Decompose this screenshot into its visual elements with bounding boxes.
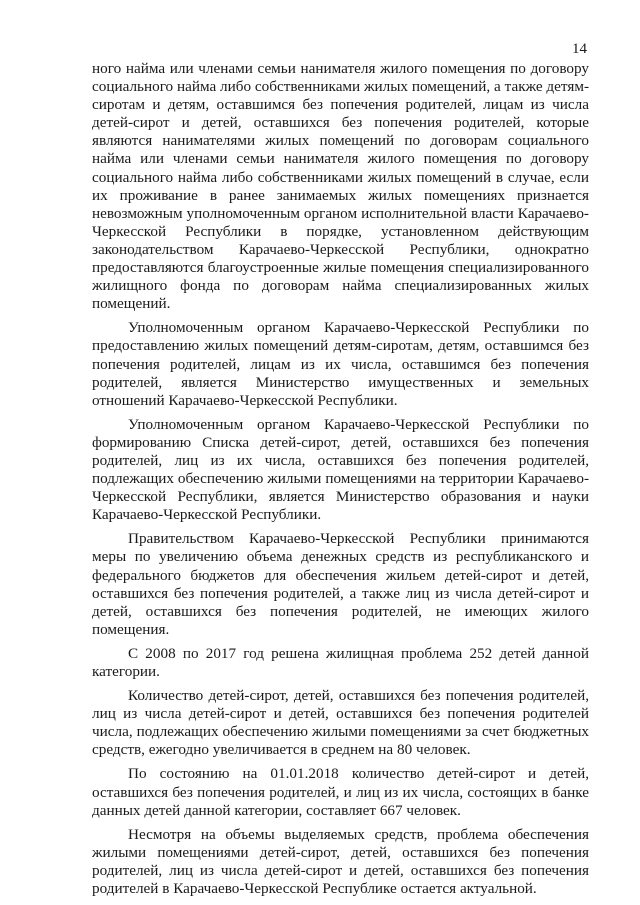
paragraph-list-authority: Уполномоченным органом Карачаево-Черкесской Республики по формированию Списка детей-сирот, детей, оставшихся без попечения родителей, лиц из их числа, оставшихся без попечения родителей, подлежащих обеспечению жилыми помещениями на территории Карачаево-Черкесской Республики, является Министерство образования и науки Карачаево-Черкесской Республики. xyxy=(92,415,589,524)
paragraph-annual-increase: Количество детей-сирот, детей, оставшихся без попечения родителей, лиц из числа детей-сирот и детей, оставшихся без попечения родителей числа, подлежащих обеспечению жилыми помещениями за счет бюджетных средств, ежегодно увеличивается в среднем на 80 человек. xyxy=(92,687,589,759)
paragraph-continuation: ного найма или членами семьи нанимателя жилого помещения по договору социального найма либо собственниками жилых помещений, а также детям-сиротам и детям, оставшимся без попечения родителей, лицам из числа детей-сирот и детей, оставшихся без попечения родителей, которые являются нанимателями жилых помещений по договорам социального найма или членами семьи нанимателя жилого помещения по договору социального найма либо собственниками жилых помещений в случае, если их проживание в ранее занимаемых жилых помещениях признается невозможным уполномоченным органом исполнительной власти Карачаево-Черкесской Республики в порядке, установленном действующим законодательством Карачаево-Черкесской Республики, однократно предоставляются благоустроенные жилые помещения специализированного жилищного фонда по договорам найма специализированных жилых помещений. xyxy=(92,60,589,313)
paragraph-government-measures: Правительством Карачаево-Черкесской Республики принимаются меры по увеличению объема денежных средств из республиканского и федерального бюджетов для обеспечения жильем детей-сирот и детей, оставшихся без попечения родителей, а также лиц из числа детей-сирот и детей, оставшихся без попечения родителей, не имеющих жилого помещения. xyxy=(92,530,589,638)
document-body xyxy=(92,60,589,904)
paragraph-conclusion: Несмотря на объемы выделяемых средств, проблема обеспечения жилыми помещениями детей-сирот, детей, оставшихся без попечения родителей, лиц из числа детей-сирот и детей, оставшихся без попечения родителей в Карачаево-Черкесской Республике остается актуальной. xyxy=(92,825,589,898)
paragraph-status-count: По состоянию на 01.01.2018 количество детей-сирот и детей, оставшихся без попечения родителей, и лиц из их числа, состоящих в банке данных детей данной категории, составляет 667 человек. xyxy=(92,765,589,819)
paragraph-housing-authority: Уполномоченным органом Карачаево-Черкесской Республики по предоставлению жилых помещений детям-сиротам, детям, оставшимся без попечения родителей, лицам из их числа, оставшимся без попечения родителей, является Министерство имущественных и земельных отношений Карачаево-Черкесской Республики. xyxy=(92,319,589,409)
page-number: 14 xyxy=(572,41,587,57)
paragraph-housing-solved: С 2008 по 2017 год решена жилищная проблема 252 детей данной категории. xyxy=(92,644,589,680)
